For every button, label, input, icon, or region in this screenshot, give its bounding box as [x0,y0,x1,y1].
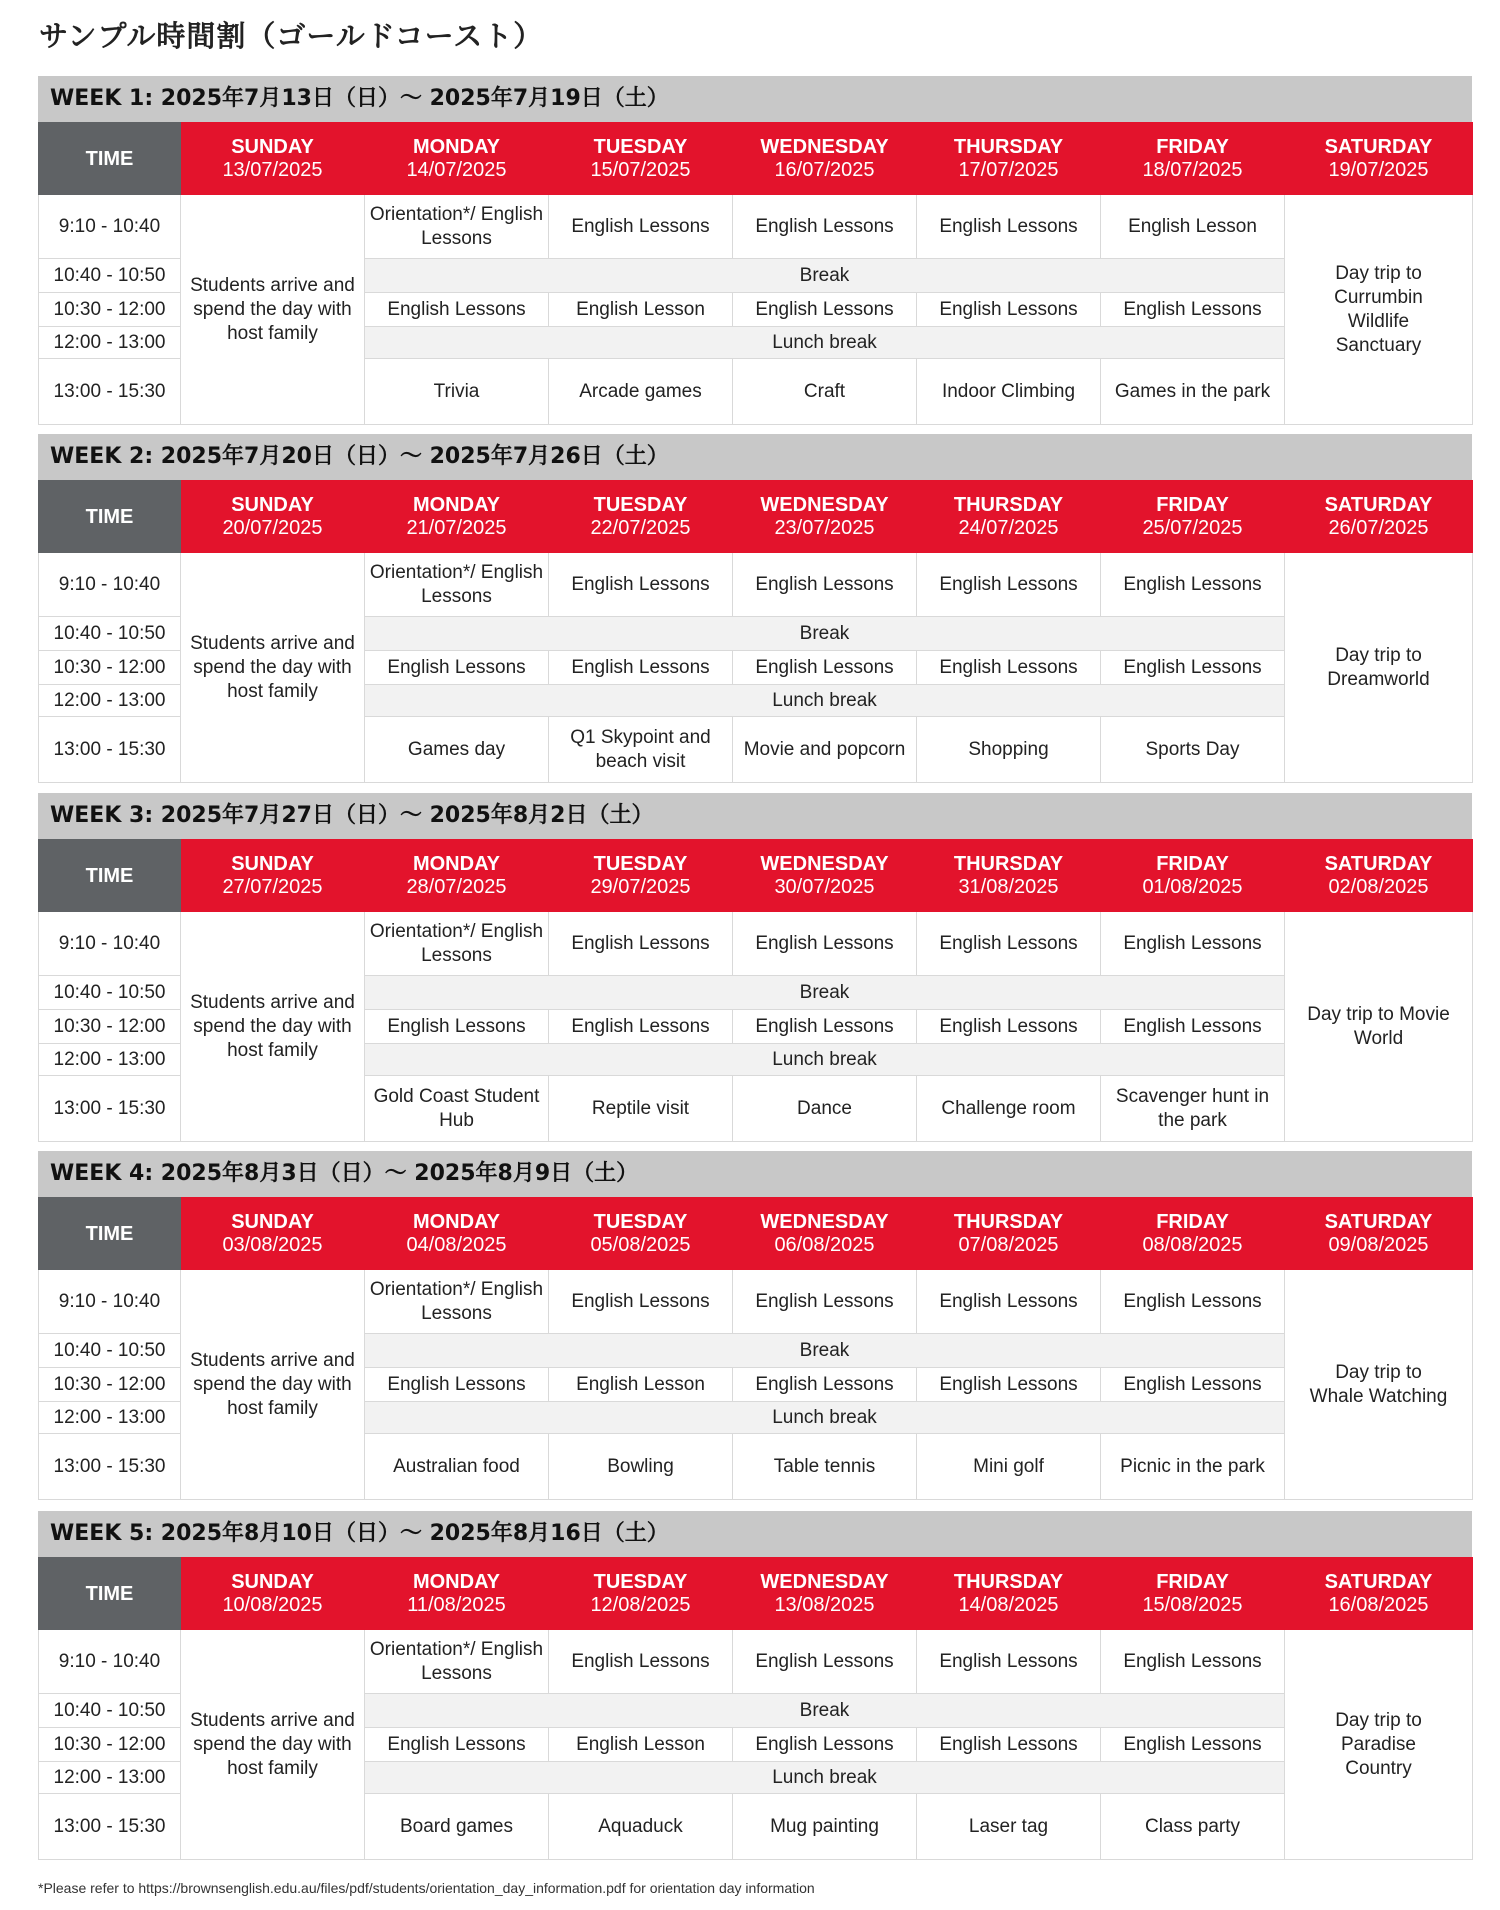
lesson-cell: English Lessons [549,1010,733,1044]
day-date: 03/08/2025 [222,1233,323,1256]
lunch-break-cell: Lunch break [365,1402,1285,1434]
day-date: 04/08/2025 [406,1233,507,1256]
day-date: 11/08/2025 [407,1593,506,1616]
break-cell: Break [365,617,1285,651]
day-header-tuesday [549,123,733,195]
day-date: 14/08/2025 [958,1593,1059,1616]
time-column-header: TIME [39,840,181,912]
lesson-cell: Orientation*/ English Lessons [365,195,549,259]
morning-row [39,912,1473,976]
day-header-tuesday [549,1558,733,1630]
lesson-cell: English Lessons [733,1368,917,1402]
time-slot: 10:40 - 10:50 [39,1334,181,1368]
day-header-monday [365,840,549,912]
saturday-trip-cell: Day trip to Whale Watching [1285,1270,1473,1500]
day-date: 06/08/2025 [774,1233,875,1256]
day-header-row [39,840,1473,912]
saturday-trip-cell: Day trip to Currumbin Wildlife Sanctuary [1285,195,1473,425]
day-name: WEDNESDAY [760,1570,889,1593]
day-date: 26/07/2025 [1328,516,1429,539]
day-date: 25/07/2025 [1142,516,1243,539]
lesson-cell: English Lessons [733,293,917,327]
day-header-sunday [181,840,365,912]
day-header-wednesday [733,481,917,553]
activity-cell: Australian food [365,1434,549,1500]
time-slot: 12:00 - 13:00 [39,1402,181,1434]
day-header-saturday [1285,123,1473,195]
day-date: 31/08/2025 [958,875,1059,898]
time-column-header: TIME [39,1198,181,1270]
break-cell: Break [365,976,1285,1010]
day-date: 07/08/2025 [958,1233,1059,1256]
time-slot: 10:30 - 12:00 [39,293,181,327]
day-header-friday [1101,481,1285,553]
day-header-wednesday [733,1198,917,1270]
day-name: THURSDAY [953,1210,1064,1233]
time-slot: 9:10 - 10:40 [39,1270,181,1334]
day-name: SATURDAY [1324,1570,1433,1593]
time-slot: 9:10 - 10:40 [39,553,181,617]
day-date: 18/07/2025 [1142,158,1243,181]
activity-cell: Bowling [549,1434,733,1500]
day-name: SUNDAY [231,493,314,516]
day-date: 16/07/2025 [774,158,875,181]
lesson-cell: English Lessons [1101,293,1285,327]
day-header-thursday [917,1198,1101,1270]
time-slot: 9:10 - 10:40 [39,912,181,976]
day-date: 09/08/2025 [1328,1233,1429,1256]
day-name: SATURDAY [1324,1210,1433,1233]
break-cell: Break [365,1694,1285,1728]
activity-cell: Movie and popcorn [733,717,917,783]
day-header-thursday [917,840,1101,912]
week-block [38,434,1472,783]
timetable [38,1557,1473,1860]
time-slot: 10:40 - 10:50 [39,1694,181,1728]
day-header-tuesday [549,481,733,553]
lesson-cell: English Lessons [365,293,549,327]
time-slot: 13:00 - 15:30 [39,1076,181,1142]
day-name: TUESDAY [593,852,688,875]
lesson-cell: English Lessons [549,195,733,259]
activity-cell: Mug painting [733,1794,917,1860]
time-slot: 10:30 - 12:00 [39,651,181,685]
activity-cell: Scavenger hunt in the park [1101,1076,1285,1142]
activity-cell: Aquaduck [549,1794,733,1860]
day-name: SATURDAY [1324,493,1433,516]
day-header-row [39,1558,1473,1630]
day-name: TUESDAY [593,1210,688,1233]
week-header: WEEK 5: 2025年8月10日（日）～ 2025年8月16日（土） [38,1511,1472,1557]
activity-cell: Shopping [917,717,1101,783]
day-header-sunday [181,123,365,195]
day-header-row [39,481,1473,553]
week-block [38,1151,1472,1500]
day-header-monday [365,1558,549,1630]
week-block [38,76,1472,425]
lunch-break-cell: Lunch break [365,685,1285,717]
day-name: MONDAY [412,493,501,516]
week-block [38,793,1472,1142]
activity-cell: Challenge room [917,1076,1101,1142]
day-header-monday [365,481,549,553]
day-header-sunday [181,481,365,553]
lesson-cell: English Lessons [1101,1728,1285,1762]
saturday-trip-cell: Day trip to Dreamworld [1285,553,1473,783]
morning-row [39,1630,1473,1694]
week-header: WEEK 2: 2025年7月20日（日）～ 2025年7月26日（土） [38,434,1472,480]
day-date: 29/07/2025 [590,875,691,898]
time-slot: 12:00 - 13:00 [39,327,181,359]
lesson-cell: English Lessons [917,912,1101,976]
day-header-tuesday [549,1198,733,1270]
activity-cell: Arcade games [549,359,733,425]
day-date: 15/07/2025 [590,158,691,181]
time-slot: 12:00 - 13:00 [39,685,181,717]
day-name: SUNDAY [231,1210,314,1233]
day-date: 19/07/2025 [1328,158,1429,181]
day-name: SUNDAY [231,135,314,158]
day-name: THURSDAY [953,493,1064,516]
lesson-cell: English Lessons [1101,1270,1285,1334]
time-slot: 10:30 - 12:00 [39,1728,181,1762]
lesson-cell: English Lessons [1101,912,1285,976]
lesson-cell: English Lessons [917,1010,1101,1044]
day-name: MONDAY [412,1570,501,1593]
day-date: 05/08/2025 [590,1233,691,1256]
day-header-sunday [181,1558,365,1630]
week-header: WEEK 3: 2025年7月27日（日）～ 2025年8月2日（土） [38,793,1472,839]
saturday-trip-cell: Day trip to Movie World [1285,912,1473,1142]
activity-cell: Class party [1101,1794,1285,1860]
timetable [38,122,1473,425]
activity-cell: Sports Day [1101,717,1285,783]
lesson-cell: English Lessons [1101,1630,1285,1694]
day-header-wednesday [733,1558,917,1630]
timetable [38,480,1473,783]
lesson-cell: English Lessons [549,1270,733,1334]
time-slot: 13:00 - 15:30 [39,359,181,425]
morning-row [39,1270,1473,1334]
time-slot: 13:00 - 15:30 [39,717,181,783]
day-name: FRIDAY [1156,852,1229,875]
time-column-header: TIME [39,123,181,195]
lesson-cell: Orientation*/ English Lessons [365,1270,549,1334]
lesson-cell: English Lessons [1101,553,1285,617]
activity-cell: Mini golf [917,1434,1101,1500]
lesson-cell: English Lessons [733,553,917,617]
day-header-sunday [181,1198,365,1270]
day-name: FRIDAY [1156,1210,1229,1233]
day-date: 13/08/2025 [774,1593,875,1616]
day-date: 14/07/2025 [406,158,507,181]
day-date: 20/07/2025 [222,516,323,539]
sunday-host-family-cell: Students arrive and spend the day with host family [181,912,365,1142]
time-slot: 13:00 - 15:30 [39,1794,181,1860]
day-header-wednesday [733,123,917,195]
day-header-thursday [917,1558,1101,1630]
day-date: 24/07/2025 [958,516,1059,539]
day-date: 23/07/2025 [774,516,875,539]
lunch-break-cell: Lunch break [365,1762,1285,1794]
day-name: MONDAY [412,852,501,875]
sunday-host-family-cell: Students arrive and spend the day with host family [181,195,365,425]
day-date: 30/07/2025 [774,875,875,898]
lesson-cell: English Lessons [365,1368,549,1402]
activity-cell: Indoor Climbing [917,359,1101,425]
week-block [38,1511,1472,1860]
morning-row [39,195,1473,259]
lunch-break-cell: Lunch break [365,1044,1285,1076]
day-date: 28/07/2025 [406,875,507,898]
day-header-saturday [1285,481,1473,553]
day-name: THURSDAY [953,1570,1064,1593]
day-date: 13/07/2025 [222,158,323,181]
day-date: 08/08/2025 [1142,1233,1243,1256]
lesson-cell: English Lessons [917,1630,1101,1694]
time-slot: 9:10 - 10:40 [39,195,181,259]
day-date: 27/07/2025 [222,875,323,898]
lesson-cell: English Lessons [917,195,1101,259]
day-name: FRIDAY [1156,135,1229,158]
page-title: サンプル時間割（ゴールドコースト） [39,19,544,53]
lesson-cell: English Lesson [549,1368,733,1402]
lesson-cell: English Lessons [733,912,917,976]
activity-cell: Craft [733,359,917,425]
activity-cell: Picnic in the park [1101,1434,1285,1500]
lesson-cell: English Lessons [733,195,917,259]
day-name: SUNDAY [231,852,314,875]
time-slot: 13:00 - 15:30 [39,1434,181,1500]
morning-row [39,553,1473,617]
time-slot: 12:00 - 13:00 [39,1762,181,1794]
day-name: WEDNESDAY [760,1210,889,1233]
day-name: THURSDAY [953,135,1064,158]
lesson-cell: English Lesson [549,1728,733,1762]
day-name: TUESDAY [593,493,688,516]
activity-cell: Laser tag [917,1794,1101,1860]
day-name: MONDAY [412,1210,501,1233]
lesson-cell: English Lessons [733,1630,917,1694]
lesson-cell: English Lessons [917,651,1101,685]
week-header: WEEK 4: 2025年8月3日（日）～ 2025年8月9日（土） [38,1151,1472,1197]
lesson-cell: English Lessons [365,1010,549,1044]
lesson-cell: English Lessons [549,553,733,617]
lesson-cell: Orientation*/ English Lessons [365,912,549,976]
day-header-saturday [1285,1198,1473,1270]
lesson-cell: English Lessons [1101,651,1285,685]
lesson-cell: English Lesson [549,293,733,327]
day-name: SATURDAY [1324,852,1433,875]
time-slot: 10:40 - 10:50 [39,259,181,293]
sunday-host-family-cell: Students arrive and spend the day with host family [181,1270,365,1500]
lesson-cell: English Lessons [1101,1368,1285,1402]
day-name: WEDNESDAY [760,135,889,158]
day-header-row [39,123,1473,195]
time-column-header: TIME [39,1558,181,1630]
day-header-friday [1101,840,1285,912]
lesson-cell: English Lesson [1101,195,1285,259]
saturday-trip-cell: Day trip to Paradise Country [1285,1630,1473,1860]
lesson-cell: English Lessons [365,651,549,685]
time-column-header: TIME [39,481,181,553]
day-header-friday [1101,123,1285,195]
activity-cell: Board games [365,1794,549,1860]
day-header-friday [1101,1558,1285,1630]
break-cell: Break [365,1334,1285,1368]
day-header-row [39,1198,1473,1270]
time-slot: 10:40 - 10:50 [39,976,181,1010]
timetable [38,1197,1473,1500]
lesson-cell: English Lessons [549,651,733,685]
day-header-thursday [917,123,1101,195]
lunch-break-cell: Lunch break [365,327,1285,359]
day-header-thursday [917,481,1101,553]
day-header-saturday [1285,840,1473,912]
day-name: FRIDAY [1156,493,1229,516]
activity-cell: Q1 Skypoint and beach visit [549,717,733,783]
lesson-cell: English Lessons [917,553,1101,617]
sunday-host-family-cell: Students arrive and spend the day with host family [181,1630,365,1860]
activity-cell: Games in the park [1101,359,1285,425]
time-slot: 12:00 - 13:00 [39,1044,181,1076]
day-date: 01/08/2025 [1142,875,1243,898]
lesson-cell: Orientation*/ English Lessons [365,553,549,617]
lesson-cell: English Lessons [733,1270,917,1334]
day-header-monday [365,123,549,195]
day-name: MONDAY [412,135,501,158]
break-cell: Break [365,259,1285,293]
day-header-saturday [1285,1558,1473,1630]
time-slot: 10:40 - 10:50 [39,617,181,651]
lesson-cell: English Lessons [917,1728,1101,1762]
day-header-monday [365,1198,549,1270]
time-slot: 10:30 - 12:00 [39,1368,181,1402]
lesson-cell: English Lessons [733,651,917,685]
day-date: 10/08/2025 [222,1593,323,1616]
day-name: THURSDAY [953,852,1064,875]
lesson-cell: English Lessons [733,1010,917,1044]
day-date: 16/08/2025 [1328,1593,1429,1616]
day-date: 12/08/2025 [590,1593,691,1616]
footnote: *Please refer to https://brownsenglish.edu.au/files/pdf/students/orientation_day_information.pdf for orientation day information [38,1880,815,1896]
day-name: FRIDAY [1156,1570,1229,1593]
day-name: SUNDAY [231,1570,314,1593]
day-date: 22/07/2025 [590,516,691,539]
lesson-cell: English Lessons [365,1728,549,1762]
sunday-host-family-cell: Students arrive and spend the day with host family [181,553,365,783]
day-name: TUESDAY [593,1570,688,1593]
activity-cell: Reptile visit [549,1076,733,1142]
timetable [38,839,1473,1142]
day-date: 17/07/2025 [958,158,1059,181]
day-header-friday [1101,1198,1285,1270]
time-slot: 9:10 - 10:40 [39,1630,181,1694]
activity-cell: Trivia [365,359,549,425]
lesson-cell: English Lessons [917,1368,1101,1402]
day-name: SATURDAY [1324,135,1433,158]
day-date: 21/07/2025 [406,516,507,539]
lesson-cell: English Lessons [917,293,1101,327]
day-name: WEDNESDAY [760,852,889,875]
activity-cell: Games day [365,717,549,783]
lesson-cell: English Lessons [1101,1010,1285,1044]
lesson-cell: English Lessons [733,1728,917,1762]
day-header-wednesday [733,840,917,912]
week-header: WEEK 1: 2025年7月13日（日）～ 2025年7月19日（土） [38,76,1472,122]
time-slot: 10:30 - 12:00 [39,1010,181,1044]
lesson-cell: English Lessons [549,1630,733,1694]
day-name: WEDNESDAY [760,493,889,516]
lesson-cell: English Lessons [917,1270,1101,1334]
lesson-cell: English Lessons [549,912,733,976]
day-header-tuesday [549,840,733,912]
day-date: 15/08/2025 [1142,1593,1243,1616]
lesson-cell: Orientation*/ English Lessons [365,1630,549,1694]
day-name: TUESDAY [593,135,688,158]
activity-cell: Table tennis [733,1434,917,1500]
activity-cell: Dance [733,1076,917,1142]
day-date: 02/08/2025 [1328,875,1429,898]
activity-cell: Gold Coast Student Hub [365,1076,549,1142]
